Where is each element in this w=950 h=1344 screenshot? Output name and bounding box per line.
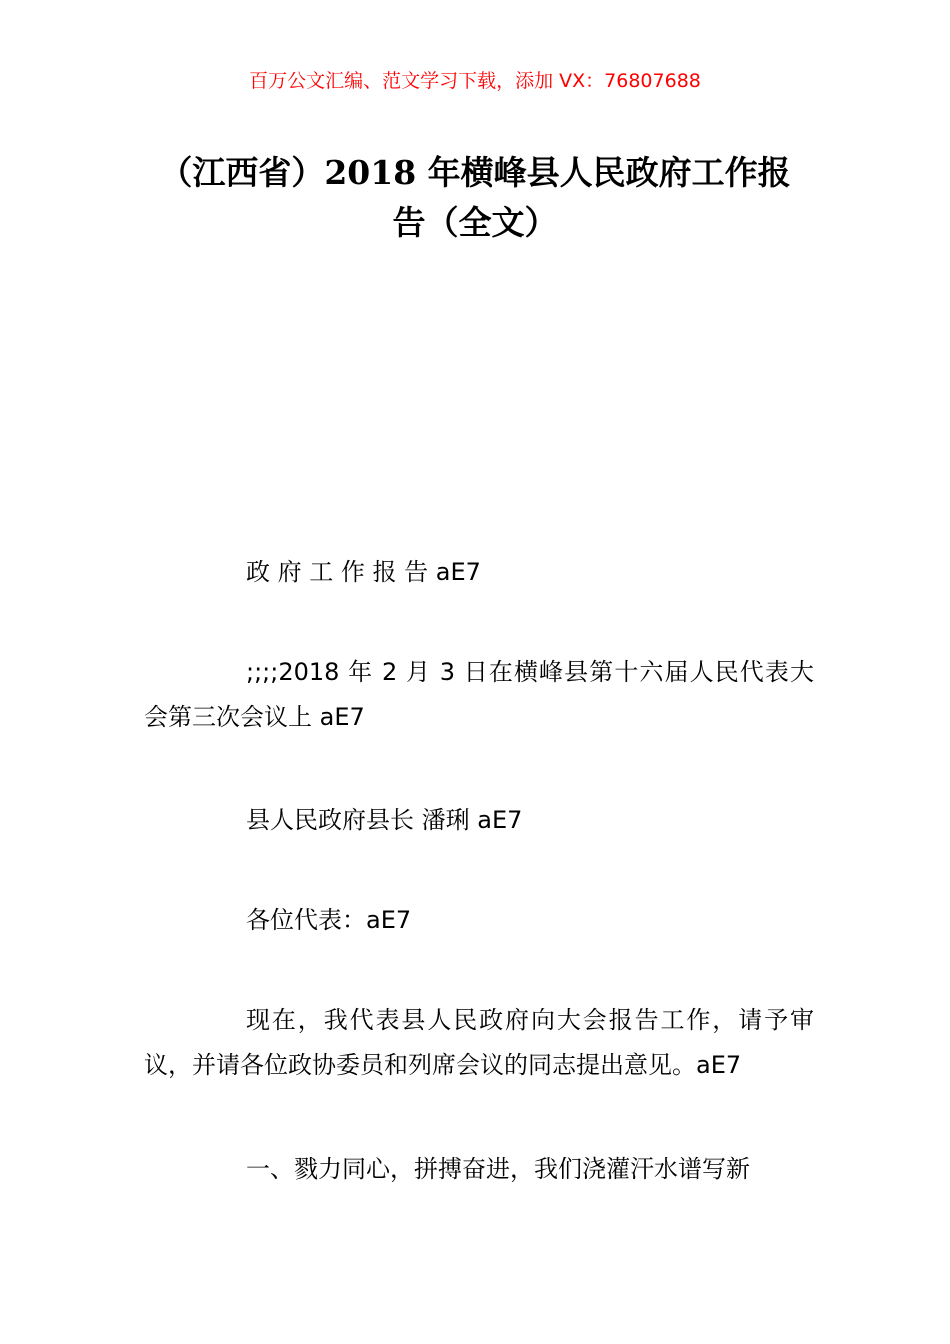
salutation-line: 各位代表：aE7 — [246, 906, 412, 934]
document-title-line-2: 告（全文） — [392, 203, 558, 242]
section-one-heading: 一、戮力同心，拼搏奋进，我们浇灌汗水谱写新 — [246, 1155, 750, 1183]
document-title-line-1: （江西省）2018 年横峰县人民政府工作报 — [159, 153, 791, 192]
header-banner: 百万公文汇编、范文学习下载，添加 VX：76807688 — [249, 70, 701, 92]
meeting-info-paragraph: ;;;;2018 年 2 月 3 日在横峰县第十六届人民代表大会第三次会议上 aE7 — [144, 658, 814, 731]
speaker-line: 县人民政府县长 潘琍 aE7 — [246, 806, 523, 834]
document-title — [140, 148, 810, 248]
report-heading: 政 府 工 作 报 告 aE7 — [246, 558, 481, 586]
opening-paragraph: 现在，我代表县人民政府向大会报告工作，请予审议，并请各位政协委员和列席会议的同志提出意见。aE7 — [144, 1006, 814, 1079]
